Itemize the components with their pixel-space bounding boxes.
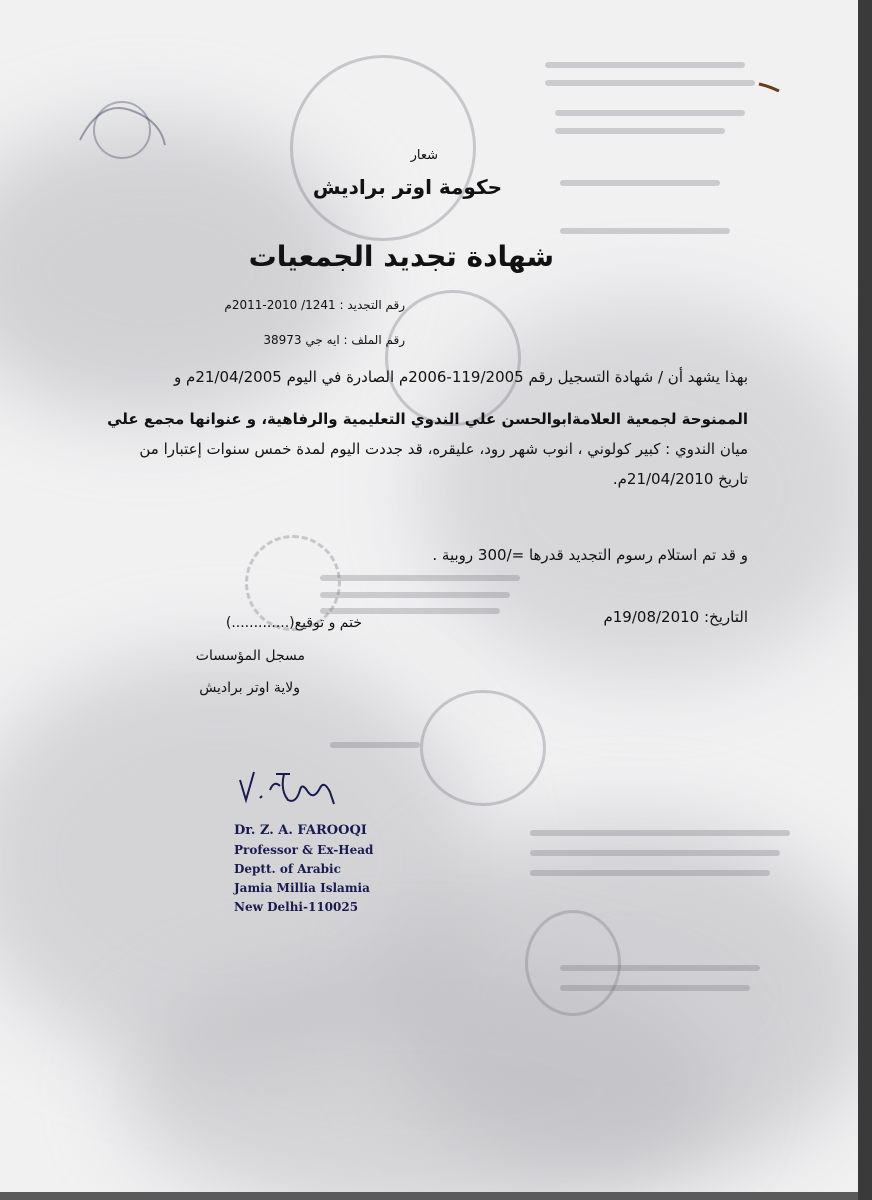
bleed-through-line	[530, 870, 770, 876]
bleed-through-line	[530, 850, 780, 856]
faded-seal	[420, 690, 546, 806]
renewal-number: رقم التجديد : 1241/ 2010-2011م	[224, 298, 405, 312]
faded-seal	[385, 290, 521, 426]
bleed-through-line	[555, 128, 725, 134]
translator-title: Professor & Ex-Head	[234, 843, 374, 857]
translator-city: New Delhi-110025	[234, 900, 359, 914]
body-line-2: الممنوحة لجمعية العلامةابوالحسن علي الندوي التعليمية والرفاهية، و عنوانها مجمع علي	[107, 410, 748, 428]
bleed-through-line	[320, 608, 500, 614]
faded-seal	[525, 910, 621, 1016]
bleed-through-line	[555, 110, 745, 116]
translator-dept: Deptt. of Arabic	[234, 862, 341, 876]
body-line-3: ميان الندوي : كبير كولوني ، انوب شهر رود، عليقره، قد جددت اليوم لمدة خمس سنوات إعتبارا من	[139, 440, 748, 458]
registrar-title: مسجل المؤسسات	[195, 648, 305, 664]
bleed-through-line	[330, 742, 420, 748]
bleed-through-line	[320, 575, 520, 581]
bleed-through-line	[545, 62, 745, 68]
bleed-through-line	[560, 228, 730, 234]
seal-and-signature: ختم و توقيع(.............)	[225, 615, 362, 631]
body-line-1: بهذا يشهد أن / شهادة التسجيل رقم 119/2005-2006م الصادرة في اليوم 21/04/2005م و	[174, 368, 748, 386]
scanner-edge	[858, 0, 872, 1200]
bleed-through-line	[545, 80, 755, 86]
translator-university: Jamia Millia Islamia	[234, 881, 370, 895]
file-number: رقم الملف : ايه جي 38973	[263, 333, 405, 347]
bleed-through-line	[530, 830, 790, 836]
faded-seal	[290, 55, 476, 241]
fee-statement: و قد تم استلام رسوم التجديد قدرها =/300 روبية .	[432, 546, 748, 564]
government-name: حكومة اوتر براديش	[312, 175, 502, 199]
translator-name: Dr. Z. A. FAROOQI	[234, 823, 367, 838]
emblem-label: شعار	[410, 148, 438, 163]
certificate-title: شهادة تجديد الجمعيات	[248, 240, 554, 273]
stain-mark	[758, 82, 780, 92]
bleed-through-line	[560, 985, 750, 991]
bleed-through-line	[560, 965, 760, 971]
bleed-through-line	[320, 592, 510, 598]
bleed-through-line	[560, 180, 720, 186]
state-name: ولاية اوتر براديش	[199, 680, 300, 696]
stamp-icon	[70, 90, 170, 160]
issue-date: التاريخ: 19/08/2010م	[603, 608, 748, 626]
handwritten-signature	[230, 760, 350, 820]
body-line-4: تاريخ 21/04/2010م.	[612, 470, 748, 488]
